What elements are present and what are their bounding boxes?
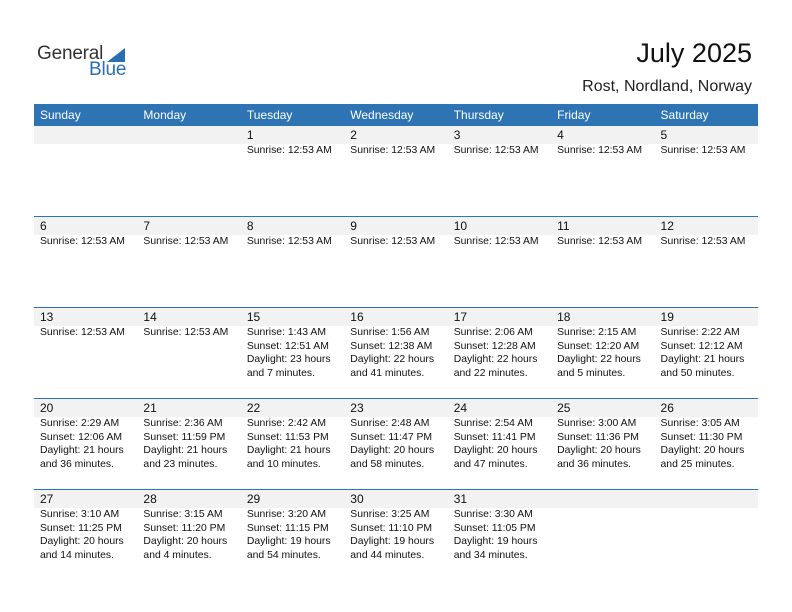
day-cell xyxy=(551,217,654,307)
day-cell xyxy=(241,217,344,307)
day-number: 7 xyxy=(143,219,151,233)
weekday-tuesday: Tuesday xyxy=(246,108,293,122)
day-cell xyxy=(655,490,758,580)
sun-info-line: Sunset: 11:30 PM xyxy=(660,431,743,443)
week-days xyxy=(34,217,758,307)
day-cell xyxy=(34,126,137,216)
sun-info-line: Sunrise: 12:53 AM xyxy=(246,236,332,247)
sun-info-line: and 50 minutes. xyxy=(660,367,735,379)
day-number: 5 xyxy=(660,128,668,142)
logo-text-blue: Blue xyxy=(89,59,127,80)
sun-info-line: and 34 minutes. xyxy=(453,549,528,561)
sun-info-line: Sunset: 12:28 AM xyxy=(453,340,536,352)
sun-info-line: Daylight: 20 hours xyxy=(557,445,641,456)
sun-info-line: Sunrise: 2:29 AM xyxy=(40,418,120,429)
day-cell xyxy=(34,308,137,398)
weeks-container xyxy=(34,126,758,580)
sun-info-line: Sunrise: 12:53 AM xyxy=(40,236,125,247)
sun-info-line: Daylight: 20 hours xyxy=(40,536,124,547)
sun-info-line: and 23 minutes. xyxy=(143,458,218,470)
sun-info-line: Sunrise: 12:53 AM xyxy=(40,327,125,338)
weekday-wednesday: Wednesday xyxy=(350,108,414,122)
sun-info-line: Daylight: 23 hours xyxy=(246,354,331,365)
day-number: 17 xyxy=(453,310,468,324)
sun-info-line: Sunrise: 12:53 AM xyxy=(350,236,436,247)
sun-info-line: Daylight: 21 hours xyxy=(660,354,745,365)
logo xyxy=(37,43,137,83)
sun-info-line: Sunset: 11:10 PM xyxy=(350,522,433,534)
sun-info-line: Sunset: 11:41 PM xyxy=(453,431,536,443)
sun-info-line: Sunset: 11:20 PM xyxy=(143,522,226,534)
sun-info-line: Sunrise: 2:42 AM xyxy=(246,418,326,429)
day-cell xyxy=(655,126,758,216)
sun-info-line: Sunset: 11:53 PM xyxy=(246,431,329,443)
sun-info-line: Sunrise: 12:53 AM xyxy=(143,236,229,247)
day-cell xyxy=(551,308,654,398)
sun-info-line: and 22 minutes. xyxy=(453,367,528,379)
week-row xyxy=(34,307,758,398)
day-number: 27 xyxy=(40,492,54,506)
sun-info-line: Sunset: 12:12 AM xyxy=(660,340,743,352)
day-cell xyxy=(344,217,447,307)
day-cell xyxy=(34,217,137,307)
sun-info-line: Sunset: 12:06 AM xyxy=(40,431,123,443)
day-number: 23 xyxy=(350,401,364,415)
day-cell xyxy=(34,490,137,580)
sun-info-line: Daylight: 20 hours xyxy=(660,445,745,456)
week-row xyxy=(34,398,758,489)
day-cell xyxy=(137,308,240,398)
sun-info-line: Sunrise: 3:30 AM xyxy=(453,509,533,520)
sun-info-line: and 7 minutes. xyxy=(246,367,316,379)
day-cell xyxy=(241,126,344,216)
weekday-thursday: Thursday xyxy=(453,108,504,122)
day-number: 8 xyxy=(246,219,254,233)
sun-info-line: Daylight: 22 hours xyxy=(453,354,538,365)
sun-info-line: Sunrise: 12:53 AM xyxy=(453,145,539,156)
day-number xyxy=(557,490,654,508)
day-cell xyxy=(344,126,447,216)
sun-info-line: Sunrise: 2:15 AM xyxy=(557,327,637,338)
weekday-saturday: Saturday xyxy=(660,108,709,122)
day-number: 16 xyxy=(350,310,364,324)
day-number: 4 xyxy=(557,128,564,142)
day-number: 18 xyxy=(557,310,571,324)
day-number: 20 xyxy=(40,401,54,415)
day-number xyxy=(40,126,137,144)
day-cell xyxy=(655,399,758,489)
sun-info-line: Sunrise: 12:53 AM xyxy=(143,327,229,338)
sun-info-line: Daylight: 20 hours xyxy=(350,445,435,456)
sun-info-line: Daylight: 21 hours xyxy=(246,445,331,456)
day-number: 26 xyxy=(660,401,674,415)
sun-info-line: Sunrise: 3:15 AM xyxy=(143,509,223,520)
sun-info-line: and 44 minutes. xyxy=(350,549,425,561)
sun-info-line: and 54 minutes. xyxy=(246,549,321,561)
day-number: 9 xyxy=(350,219,357,233)
sun-info-line: Daylight: 19 hours xyxy=(246,536,331,547)
sun-info-line: Sunrise: 3:10 AM xyxy=(40,509,120,520)
sun-info-line: Daylight: 21 hours xyxy=(143,445,228,456)
week-days xyxy=(34,399,758,489)
sun-info-line: Daylight: 19 hours xyxy=(453,536,538,547)
calendar xyxy=(34,104,758,580)
weekday-friday: Friday xyxy=(557,108,591,122)
weekday-monday: Monday xyxy=(143,108,187,122)
day-number: 12 xyxy=(660,219,674,233)
day-number: 24 xyxy=(453,401,468,415)
day-number: 1 xyxy=(246,128,254,142)
day-number: 19 xyxy=(660,310,674,324)
day-number xyxy=(143,126,240,144)
sun-info-line: Sunset: 12:51 AM xyxy=(246,340,329,352)
day-cell xyxy=(551,399,654,489)
day-cell xyxy=(344,308,447,398)
sun-info-line: Sunrise: 2:06 AM xyxy=(453,327,533,338)
day-number: 2 xyxy=(350,128,357,142)
sun-info-line: Sunrise: 2:22 AM xyxy=(660,327,740,338)
sun-info-line: Sunset: 12:20 AM xyxy=(557,340,640,352)
sun-info-line: and 10 minutes. xyxy=(246,458,321,470)
day-cell xyxy=(448,217,551,307)
sun-info-line: Sunrise: 12:53 AM xyxy=(246,145,332,156)
sun-info-line: Sunrise: 12:53 AM xyxy=(660,236,746,247)
day-number: 21 xyxy=(143,401,157,415)
sun-info-line: Sunrise: 3:00 AM xyxy=(557,418,637,429)
sun-info-line: Sunset: 11:36 PM xyxy=(557,431,639,443)
sun-info-line: and 36 minutes. xyxy=(40,458,114,470)
location-subtitle: Rost, Nordland, Norway xyxy=(582,78,752,95)
sun-info-line: Sunrise: 12:53 AM xyxy=(557,145,643,156)
sun-info-line: and 58 minutes. xyxy=(350,458,425,470)
logo-text-general: General xyxy=(37,43,104,64)
sun-info-line: Sunrise: 2:54 AM xyxy=(453,418,533,429)
day-cell xyxy=(137,399,240,489)
day-cell xyxy=(344,490,447,580)
day-number xyxy=(661,490,758,508)
sun-info-line: Sunset: 11:47 PM xyxy=(350,431,433,443)
day-cell xyxy=(241,490,344,580)
week-row xyxy=(34,126,758,216)
sun-info-line: Daylight: 21 hours xyxy=(40,445,124,456)
sun-info-line: Daylight: 22 hours xyxy=(557,354,641,365)
sun-info-line: Sunset: 11:15 PM xyxy=(246,522,329,534)
day-number: 30 xyxy=(350,492,364,506)
day-number: 15 xyxy=(246,310,261,324)
sun-info-line: Sunset: 12:38 AM xyxy=(350,340,433,352)
sun-info-line: Sunrise: 2:36 AM xyxy=(143,418,223,429)
sun-info-line: and 5 minutes. xyxy=(557,367,626,379)
day-cell xyxy=(241,308,344,398)
sun-info-line: Daylight: 22 hours xyxy=(350,354,435,365)
day-cell xyxy=(241,399,344,489)
day-number: 3 xyxy=(453,128,461,142)
day-number: 31 xyxy=(453,492,468,506)
sun-info-line: Daylight: 19 hours xyxy=(350,536,435,547)
sun-info-line: and 14 minutes. xyxy=(40,549,114,561)
sun-info-line: Sunset: 11:05 PM xyxy=(453,522,536,534)
day-cell xyxy=(448,308,551,398)
day-number: 28 xyxy=(143,492,157,506)
sun-info-line: and 47 minutes. xyxy=(453,458,528,470)
weekday-sunday: Sunday xyxy=(40,108,81,122)
week-row xyxy=(34,489,758,580)
sun-info-line: Sunrise: 3:25 AM xyxy=(350,509,430,520)
day-cell xyxy=(448,399,551,489)
sun-info-line: Sunrise: 1:56 AM xyxy=(350,327,430,338)
sun-info-line: and 36 minutes. xyxy=(557,458,632,470)
day-cell xyxy=(551,490,654,580)
week-days xyxy=(34,126,758,216)
day-number: 13 xyxy=(40,310,54,324)
day-cell xyxy=(448,490,551,580)
sun-info-line: Sunset: 11:59 PM xyxy=(143,431,226,443)
day-cell xyxy=(655,217,758,307)
day-number: 10 xyxy=(453,219,468,233)
sun-info-line: Daylight: 20 hours xyxy=(453,445,538,456)
day-number: 6 xyxy=(40,219,47,233)
sun-info-line: Sunrise: 1:43 AM xyxy=(246,327,326,338)
page-title: July 2025 xyxy=(636,38,752,68)
sun-info-line: Sunrise: 12:53 AM xyxy=(453,236,539,247)
day-cell xyxy=(137,217,240,307)
day-cell xyxy=(34,399,137,489)
day-cell xyxy=(655,308,758,398)
sun-info-line: and 41 minutes. xyxy=(350,367,425,379)
day-number: 22 xyxy=(246,401,261,415)
day-cell xyxy=(137,126,240,216)
sun-info-line: Sunrise: 3:20 AM xyxy=(246,509,326,520)
sun-info-line: Sunrise: 12:53 AM xyxy=(660,145,746,156)
sun-info-line: Sunrise: 12:53 AM xyxy=(350,145,436,156)
weekday-header xyxy=(34,104,758,126)
sun-info-line: and 4 minutes. xyxy=(143,549,212,561)
sun-info-line: Sunrise: 2:48 AM xyxy=(350,418,430,429)
day-number: 29 xyxy=(246,492,261,506)
sun-info-line: and 25 minutes. xyxy=(660,458,735,470)
week-row xyxy=(34,216,758,307)
week-days xyxy=(34,490,758,580)
day-number: 25 xyxy=(557,401,571,415)
sun-info-line: Daylight: 20 hours xyxy=(143,536,228,547)
day-cell xyxy=(137,490,240,580)
sun-info-line: Sunrise: 3:05 AM xyxy=(660,418,740,429)
sun-info-line: Sunset: 11:25 PM xyxy=(40,522,122,534)
day-number: 11 xyxy=(557,219,570,233)
week-days xyxy=(34,308,758,398)
day-cell xyxy=(344,399,447,489)
day-cell xyxy=(448,126,551,216)
sun-info-line: Sunrise: 12:53 AM xyxy=(557,236,643,247)
day-cell xyxy=(551,126,654,216)
day-number: 14 xyxy=(143,310,157,324)
